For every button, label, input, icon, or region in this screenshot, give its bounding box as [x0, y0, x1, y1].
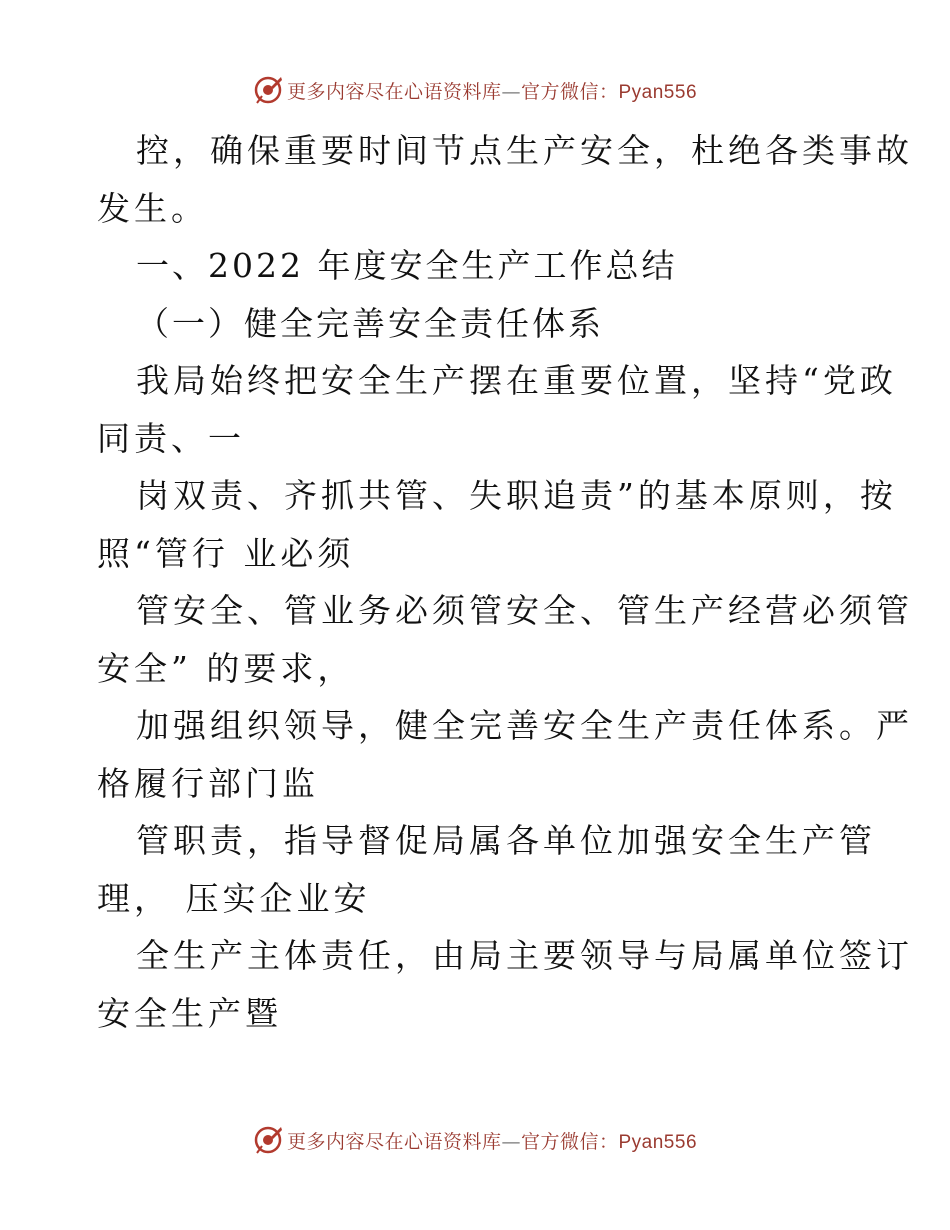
body-line: 管职责，指导督促局属各单位加强安全生产管	[136, 821, 876, 860]
body-line: 加强组织领导，健全完善安全生产责任体系。严	[136, 706, 913, 745]
body-line: 理， 压实企业安	[97, 878, 371, 918]
body-line: 格履行部门监	[97, 763, 319, 803]
section-heading: 一、2022 年度安全生产工作总结	[136, 246, 678, 285]
body-line: 同责、一	[97, 418, 245, 458]
body-line: 安全生产暨	[97, 993, 282, 1033]
body-line: 发生。	[97, 188, 208, 228]
pen-logo-icon	[253, 1125, 283, 1155]
banner-main-text: 更多内容尽在心语资料库	[286, 80, 502, 103]
banner-contact-label: 官方微信：	[520, 1130, 619, 1153]
pen-logo-icon	[253, 75, 283, 105]
document-body	[97, 122, 913, 1042]
banner-main-text: 更多内容尽在心语资料库	[286, 1130, 502, 1153]
body-line: 控，确保重要时间节点生产安全，杜绝各类事故	[136, 131, 913, 170]
banner-separator: —	[501, 1130, 521, 1153]
body-line: 岗双责、齐抓共管、失职追责”的基本原则，按	[136, 476, 897, 515]
body-line: 照“管行 业必须	[97, 533, 355, 573]
banner-contact-id: Pyan556	[618, 1131, 698, 1153]
body-line: 全生产主体责任，由局主要领导与局属单位签订	[136, 936, 913, 975]
banner-contact-id: Pyan556	[618, 81, 698, 103]
footer-banner	[0, 1120, 950, 1160]
banner-text	[287, 77, 697, 104]
body-line: 安全” 的要求，	[97, 648, 355, 688]
banner-text	[287, 1127, 697, 1154]
banner-separator: —	[501, 80, 521, 103]
header-banner	[0, 70, 950, 110]
subsection-heading: （一）健全完善安全责任体系	[136, 303, 604, 343]
body-line: 管安全、管业务必须管安全、管生产经营必须管	[136, 591, 913, 630]
banner-contact-label: 官方微信：	[520, 80, 619, 103]
body-line: 我局始终把安全生产摆在重要位置，坚持“党政	[136, 361, 897, 400]
